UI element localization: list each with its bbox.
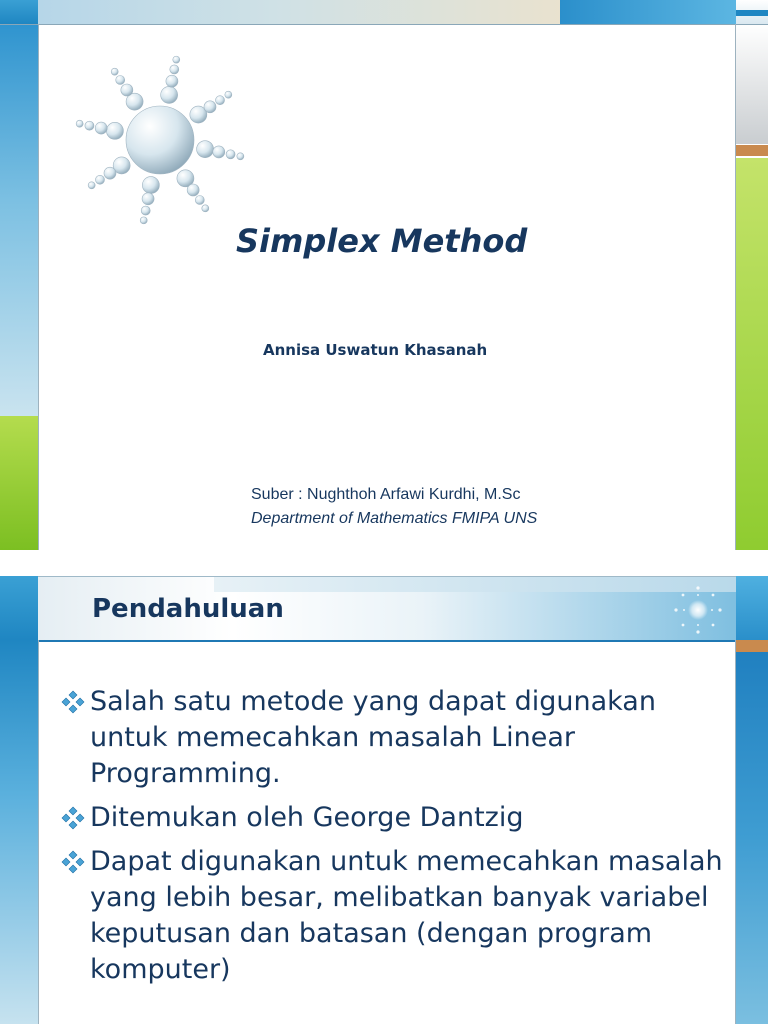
frame-top-right-block: [560, 0, 736, 24]
four-diamond-bullet-icon: [60, 805, 86, 831]
frame-right-brown: [736, 144, 768, 156]
frame-top-band: [38, 0, 560, 24]
frame-top-left-block: [0, 0, 38, 24]
bullet-item: [60, 684, 730, 792]
department-name: Department of Mathematics FMIPA UNS: [251, 510, 538, 527]
frame-top-rule: [0, 24, 768, 25]
frame-right-blue: [736, 576, 768, 640]
frame-left-green: [0, 416, 38, 550]
bullet-item: [60, 800, 730, 836]
frame-right-grey: [736, 24, 768, 144]
frame-right-rule: [735, 640, 736, 1024]
frame-right-lower: [736, 652, 768, 1024]
frame-left-blue: [0, 576, 38, 640]
author-name: Annisa Uswatun Khasanah: [263, 341, 488, 359]
bubble-sun-icon: [70, 48, 250, 228]
section-heading: Pendahuluan: [92, 594, 284, 624]
slide-gap: [0, 550, 768, 576]
frame-right-rule: [735, 24, 736, 550]
frame-left-lower: [0, 640, 38, 1024]
frame-left-rule: [38, 24, 39, 550]
content-slide: [0, 576, 768, 1024]
header-top-strip: [214, 576, 736, 592]
frame-left-rule: [38, 640, 39, 1024]
bullet-list: [60, 684, 730, 996]
frame-corner-strip: [736, 10, 768, 16]
header-underline: [38, 640, 736, 642]
frame-left-column: [0, 24, 38, 550]
frame-right-green: [736, 158, 768, 550]
four-diamond-bullet-icon: [60, 849, 86, 875]
bullet-text: Ditemukan oleh George Dantzig: [90, 802, 524, 833]
source-credit: Suber : Nughthoh Arfawi Kurdhi, M.Sc: [251, 486, 521, 503]
frame-right-column: [736, 24, 768, 550]
frame-right-brown: [736, 640, 768, 652]
sparkle-icon: [666, 580, 730, 640]
frame-left-blue: [0, 24, 38, 416]
bullet-text: Salah satu metode yang dapat digunakan untuk memecahkan masalah Linear Programming.: [90, 686, 656, 789]
slide-title: Simplex Method: [236, 222, 528, 260]
bullet-text: Dapat digunakan untuk memecahkan masalah yang lebih besar, melibatkan banyak variabel keputusan dan batasan (dengan program komputer): [90, 846, 723, 985]
four-diamond-bullet-icon: [60, 689, 86, 715]
frame-top-rule: [0, 576, 768, 577]
bullet-item: [60, 844, 730, 988]
